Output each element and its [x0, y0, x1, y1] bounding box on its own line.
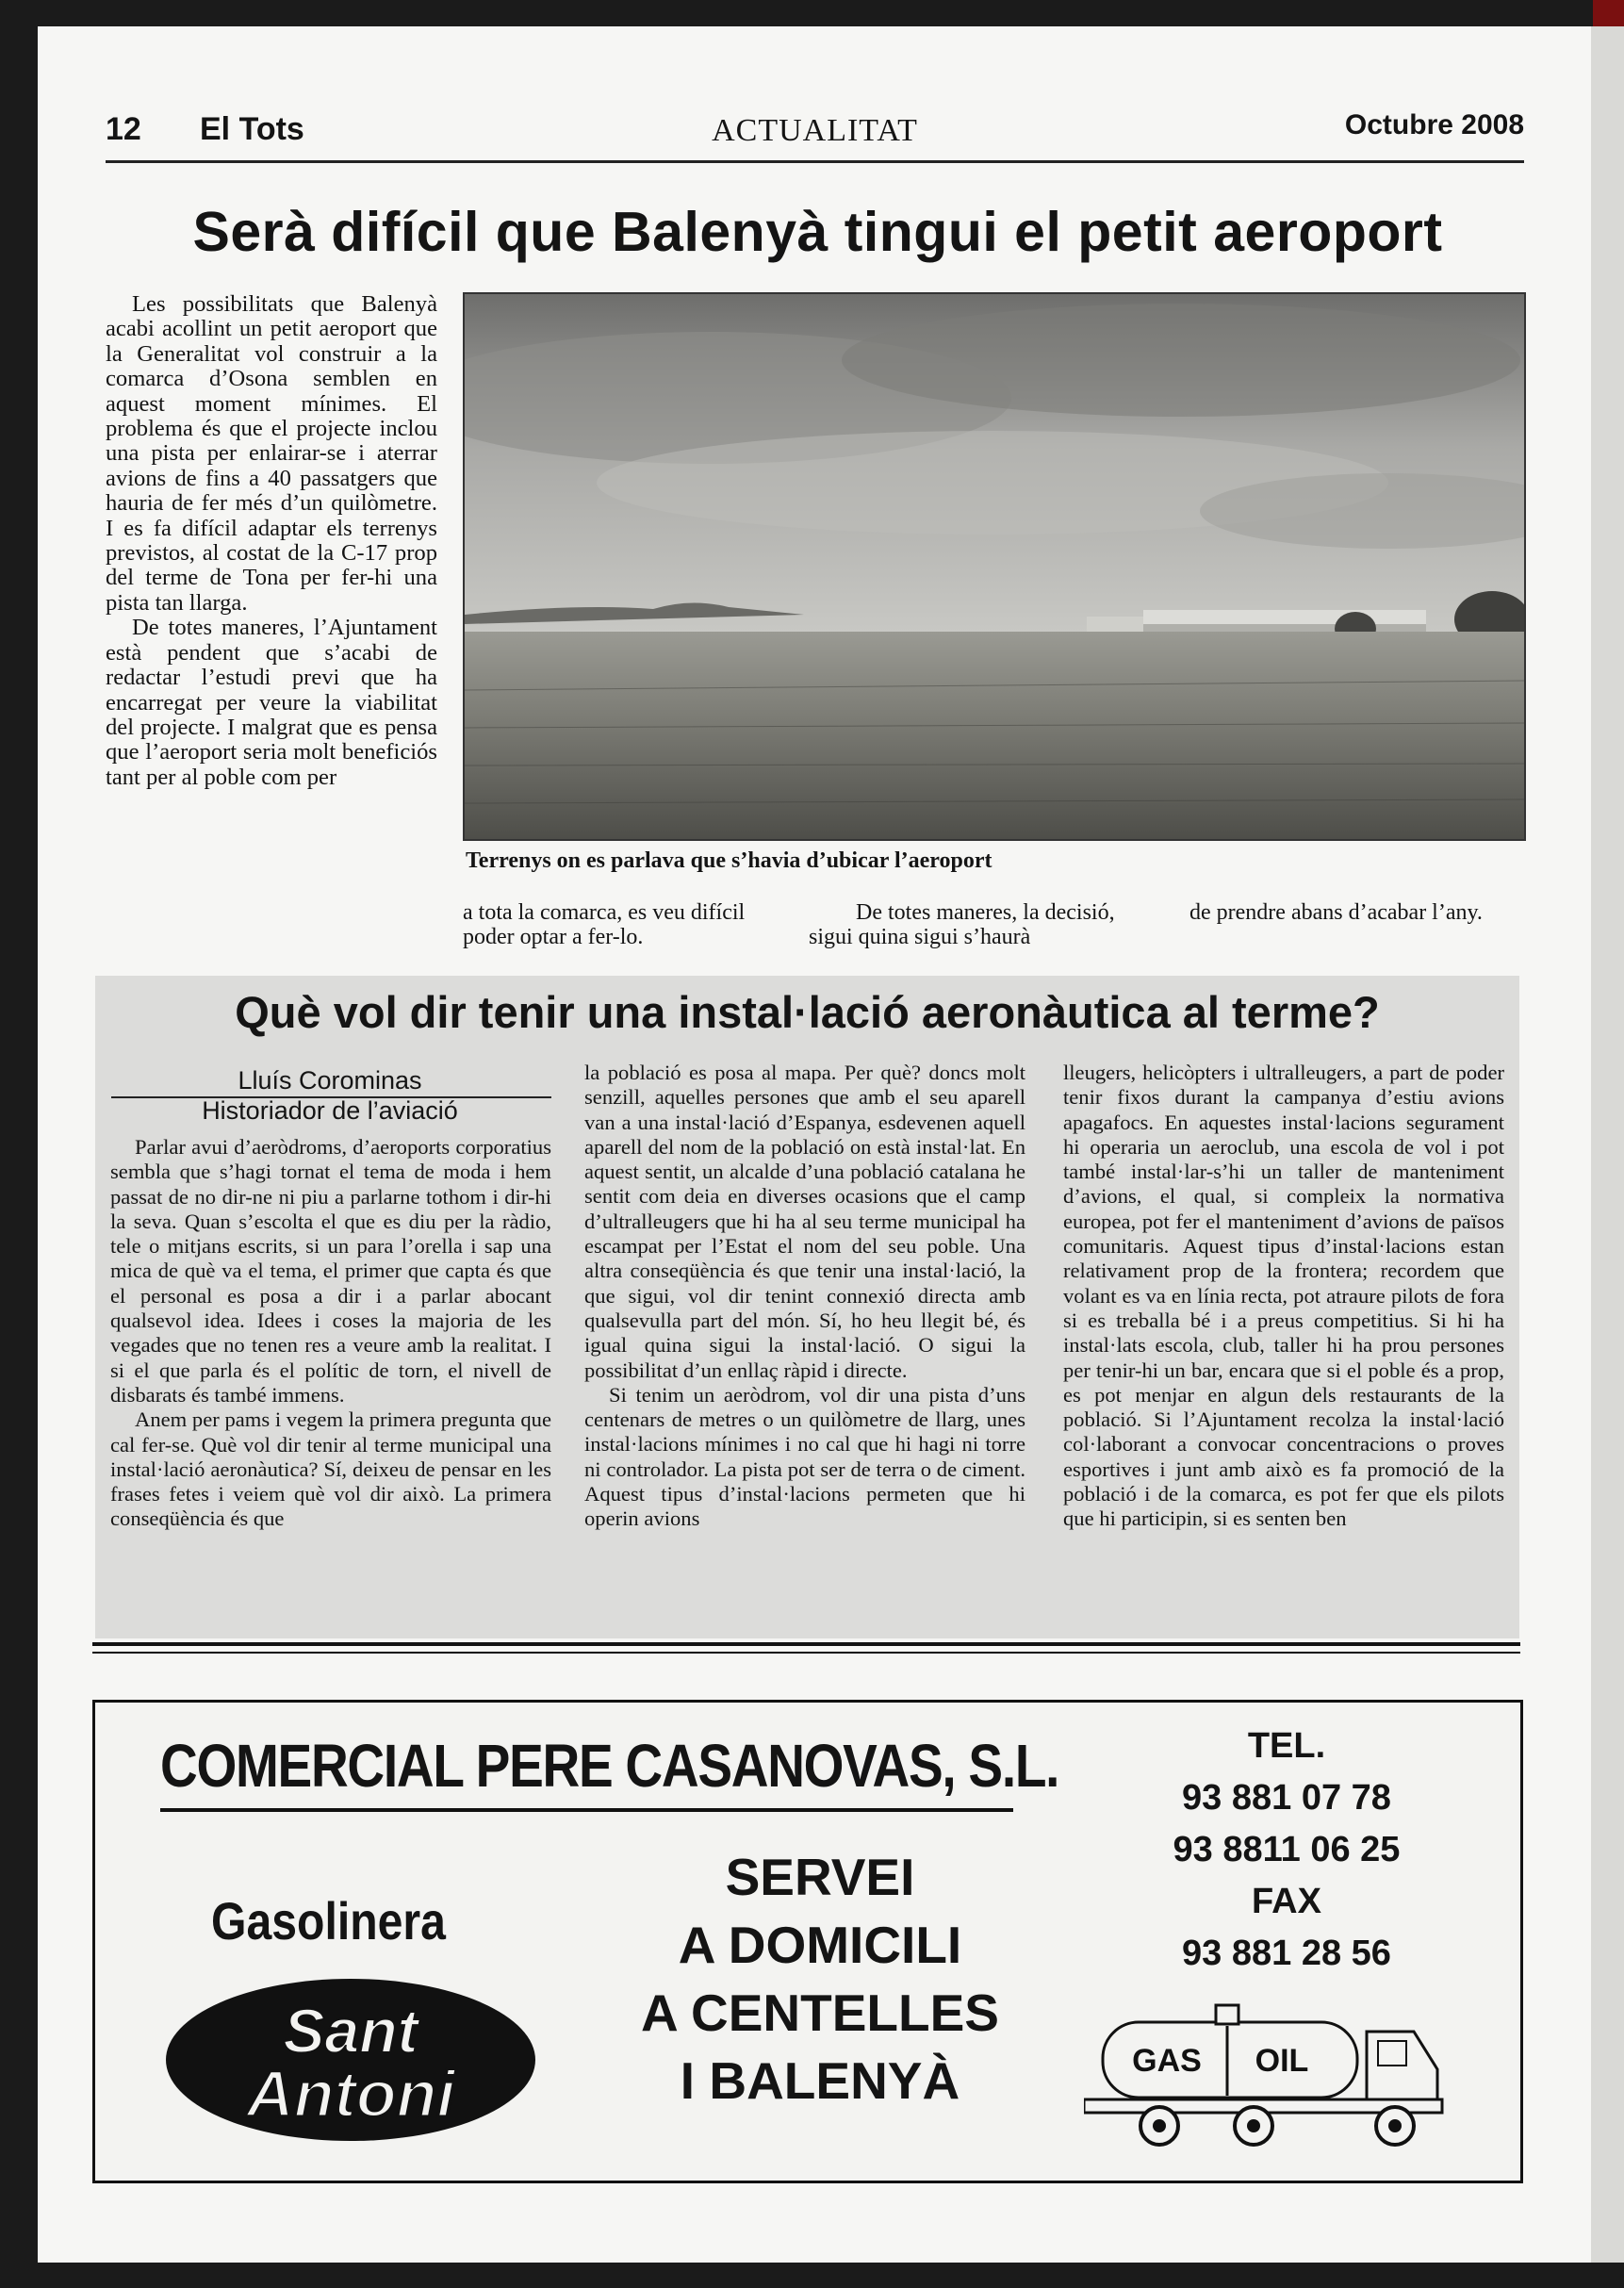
ad-service-block [584, 1843, 1056, 2115]
truck-label-gas: GAS [1132, 2043, 1202, 2079]
paragraph: lleugers, helicòpters i ultralleugers, a part de poder tenir fixos durant la campanya d’estiu avions apagafocs. En aquestes instal·lacions segurament hi operaria un aeroclub, una escola de vol i pot també instal·lar-s’hi un taller de manteniment d’avions, el qual, si compleix la normativa europea, pot fer el manteniment d’avions de països comunitaris. Aquest tipus d’instal·lacions estan relativament prop de la frontera; recordem que volant es va en línia recta, pot atraure pilots de fora si es treballa bé i a preus competitius. Si hi ha instal·lats escola, club, taller hi ha prou persones per tenir-hi un bar, encara que si el poble és a prop, es pot menjar en algun dels restaurants de la població. Si l’Ajuntament recolza la instal·lació col·laborant a convocar concentracions o proves esportives i junt amb això es fa promoció de la població i de la comarca, es pot fer que els pilots que hi participin, si es senten ben [1063, 1061, 1504, 1531]
phone-number: 93 881 07 78 [1182, 1778, 1391, 1818]
article-column [1063, 1061, 1504, 1532]
service-line: A DOMICILI [678, 1916, 962, 1974]
fax-label: FAX [1252, 1882, 1321, 1921]
paragraph: De totes maneres, la decisió, sigui quina sigui s’haurà [809, 900, 1115, 949]
fuel-truck-icon [1084, 1994, 1456, 2154]
phone-number: 93 8811 06 25 [1173, 1830, 1401, 1869]
publication-name: El Tots [200, 111, 304, 147]
divider [92, 1642, 1520, 1646]
page-number: 12 [106, 111, 141, 147]
ad-underline [160, 1808, 1013, 1812]
service-line: A CENTELLES [641, 1983, 999, 2042]
logo-text-line2: Antoni [246, 2057, 455, 2131]
paragraph: a tota la comarca, es veu difícil poder optar a fer-lo. [463, 900, 746, 949]
paragraph: Les possibilitats que Balenyà acabi acollint un petit aeroport que la Generalitat vol construir a la comarca d’Osona semblen en aquest moment mínimes. El problema és que el projecte inclou una pista per enlairar-se i aterrar avions de fins a 40 passatgers que hauria de fer més d’un quilòmetre. I es fa difícil adaptar els terrenys previstos, al costat de la C-17 prop del terme de Tona per fer-hi una pista tan llarga. [106, 291, 437, 616]
service-line: SERVEI [725, 1848, 915, 1906]
divider [92, 1652, 1520, 1654]
article-column [110, 1135, 551, 1532]
article-column [463, 900, 788, 949]
article-photo [463, 292, 1526, 841]
author-byline [108, 1065, 551, 1126]
tel-label: TEL. [1247, 1726, 1326, 1766]
paragraph: Anem per pams i vegem la primera pregunta que cal fer-se. Què vol dir tenir al terme municipal una instal·lació aeronàutica? Sí, deixeu de pensar en les frases fetes i veiem què vol dir això. La primera conseqüència és que [110, 1407, 551, 1531]
article-column [809, 900, 1160, 949]
field-landscape-image [465, 294, 1524, 839]
paragraph: De totes maneres, l’Ajuntament està pendent que s’acabi de redactar l’estudi previ que ha encarregat per veure la viabilitat del projecte. I malgrat que es pensa que l’aeroport seria molt beneficiós tant per al poble com per [106, 615, 437, 790]
paragraph: la població es posa al mapa. Per què? doncs molt senzill, aquelles persones que amb el seu aparell van a una instal·lació d’Espanya, esdevenen aquell aparell del nom de la població on està instal·lat. En aquest sentit, un alcalde d’una població catalana he sentit com deia en diverses ocasions que el camp d’ultralleugers que hi ha al seu terme municipal ha escampat per l’Estat el nom del seu poble. Una altra conseqüència és que tenir una instal·lació, la que sigui, vol dir tenint connexió directa amb qualsevulla part del món. Sí, ho heu llegit bé, és igual quina sigui la instal·lació. O sigui la possibilitat d’un enllaç ràpid i directe. [584, 1061, 1025, 1382]
article-column [106, 292, 437, 790]
truck-label-oil: OIL [1255, 2043, 1309, 2079]
article-title: Serà difícil que Balenyà tingui el petit aeroport [192, 201, 1443, 263]
paragraph: de prendre abans d’acabar l’any. [1189, 900, 1483, 925]
page-edge [1591, 26, 1624, 2263]
issue-date: Octubre 2008 [1344, 109, 1524, 140]
logo-text-line1: Sant [283, 1996, 418, 2066]
page-header [106, 106, 1524, 163]
ad-company-name: COMERCIAL PERE CASANOVAS, S.L. [160, 1732, 1059, 1800]
fax-number: 93 881 28 56 [1182, 1934, 1391, 1973]
ad-gasolinera: Gasolinera [211, 1891, 446, 1951]
article-column [584, 1061, 1025, 1532]
service-line: I BALENYÀ [680, 2051, 960, 2110]
author-role: Historiador de l’aviació [202, 1096, 458, 1125]
paragraph: Parlar avui d’aeròdroms, d’aeroports corporatius sembla que s’hagi tornat el tema de moda i hem passat de no dir-ne ni piu a parlarne tothom i dir-hi la seva. Quan s’escolta el que es diu per la ràdio, tele o mitjans escrits, si un para l’orella i sap una mica de què va el tema, el primer que capta és que el personal es posa a dir i a parlar abocant qualsevol idea. Idees i coses la majoria de les vegades que no tenen res a veure amb la realitat. I si el que parla és el polític de torn, el nivell de disbarats és també immens. [110, 1135, 551, 1407]
article-title: Què vol dir tenir una instal·lació aeronàutica al terme? [235, 987, 1380, 1037]
photo-caption: Terrenys on es parlava que s’havia d’ubicar l’aeroport [466, 848, 992, 873]
author-name: Lluís Corominas [238, 1066, 422, 1095]
byline-divider [111, 1096, 551, 1098]
article-column [1189, 900, 1521, 925]
ad-contact-block [1131, 1720, 1442, 1980]
paragraph: Si tenim un aeròdrom, vol dir una pista d’uns centenars de metres o un quilòmetre de llarg, unes instal·lacions mínimes i no cal que hi hagi ni torre ni controlador. La pista pot ser de terra o de ciment. Aquest tipus d’instal·lacions permeten que hi operin avions [584, 1382, 1025, 1531]
section-name: ACTUALITAT [712, 113, 918, 148]
sant-antoni-logo [162, 1975, 539, 2145]
